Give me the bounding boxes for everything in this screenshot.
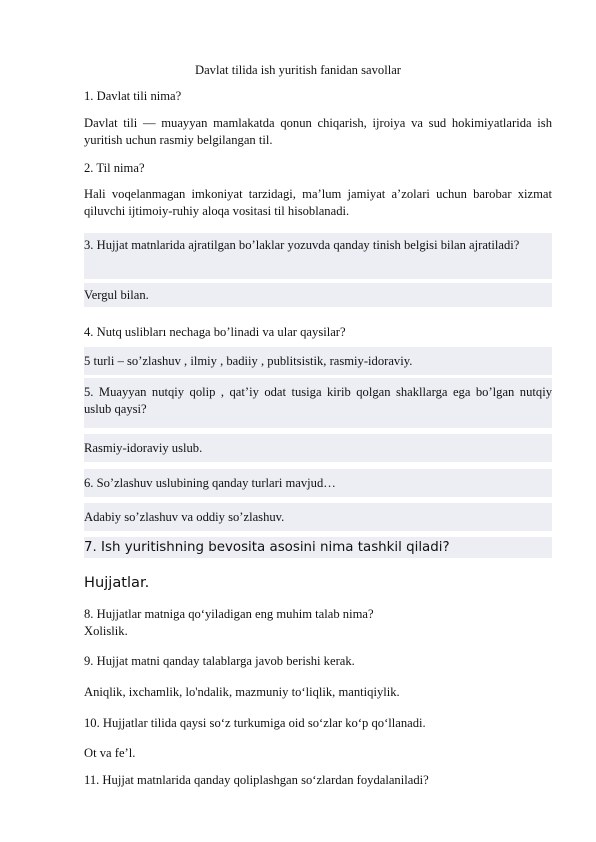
answer-1: Davlat tili — muayyan mamlakatda qonun chiqarish, ijroiya va sud hokimiyatlarida ish yuritish uchun rasmiy belgilangan til. [84,116,552,147]
question-1: 1. Davlat tili nima? [84,89,182,103]
question-10: 10. Hujjatlar tilida qaysi so‘z turkumiga oid so‘zlar ko‘p qo‘llanadi. [84,716,426,730]
answer-5: Rasmiy-idoraviy uslub. [84,434,552,462]
answer-8: Xolislik. [84,624,128,638]
question-11: 11. Hujjat matnlarida qanday qoliplashgan so‘zlardan foydalaniladi? [84,773,429,787]
answer-10: Ot va fe’l. [84,746,136,760]
answer-6: Adabiy so’zlashuv va oddiy so’zlashuv. [84,503,552,531]
answer-7: Hujjatlar. [84,574,150,591]
answer-4: 5 turli – so’zlashuv , ilmiy , badiiy , publitsistik, rasmiy-idoraviy. [84,347,552,375]
question-5: 5. Muayyan nutqiy qolip , qat’iy odat tusiga kirib qolgan shakllarga ega bo’lgan nutqiy uslub qaysi? [84,378,552,428]
document-title: Davlat tilida ish yuritish fanidan savollar [194,63,401,77]
answer-9: Aniqlik, ixchamlik, lo'ndalik, mazmuniy to‘liqlik, mantiqiylik. [84,685,400,699]
question-3: 3. Hujjat matnlarida ajratilgan bo’laklar yozuvda qanday tinish belgisi bilan ajratiladi? [84,233,552,279]
question-4: 4. Nutq uslibları nechaga bo’linadi va ular qaysilar? [84,325,346,339]
question-6: 6. So’zlashuv uslubining qanday turlari mavjud… [84,469,552,497]
question-2: 2. Til nima? [84,161,145,175]
answer-3: Vergul bilan. [84,283,552,307]
answer-2: Hali voqelanmagan imkoniyat tarzidagi, ma’lum jamiyat a’zolari uchun barobar xizmat qiluvchi ijtimoiy-ruhiy aloqa vositasi til hisoblanadi. [84,187,552,218]
question-8: 8. Hujjatlar matniga qo‘yiladigan eng muhim talab nima? [84,607,374,621]
question-7: 7. Ish yuritishning bevosita asosini nima tashkil qiladi? [84,537,552,558]
question-9: 9. Hujjat matni qanday talablarga javob berishi kerak. [84,654,355,668]
